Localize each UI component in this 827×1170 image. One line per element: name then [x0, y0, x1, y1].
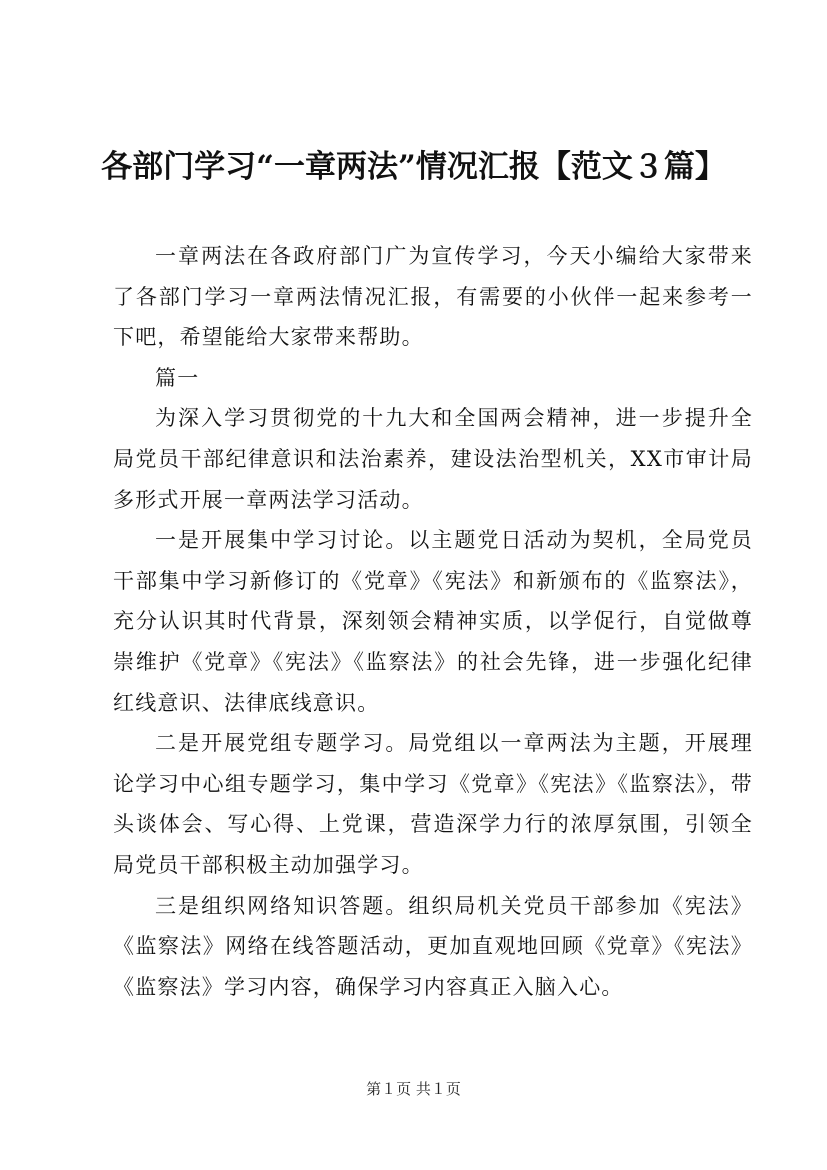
body-paragraph: 三是组织网络知识答题。组织局机关党员干部参加《宪法》《监察法》网络在线答题活动，更加直观地回顾《党章》《宪法》《监察法》学习内容，确保学习内容真正入脑入心。 [113, 893, 753, 999]
intro-paragraph: 一章两法在各政府部门广为宣传学习，今天小编给大家带来了各部门学习一章两法情况汇报，有需要的小伙伴一起来参考一下吧，希望能给大家带来帮助。 [113, 244, 753, 350]
body-paragraph: 一是开展集中学习讨论。以主题党日活动为契机，全局党员干部集中学习新修订的《党章》《宪法》和新颁布的《监察法》，充分认识其时代背景，深刻领会精神实质，以学促行，自觉做尊崇维护《党章》《宪法》《监察法》的社会先锋，进一步强化纪律红线意识、法律底线意识。 [113, 528, 753, 715]
body-paragraph: 为深入学习贯彻党的十九大和全国两会精神，进一步提升全局党员干部纪律意识和法治素养，建设法治型机关，XX市审计局多形式开展一章两法学习活动。 [113, 406, 753, 512]
document-title: 各部门学习“一章两法”情况汇报【范文３篇】 [101, 149, 726, 185]
body-paragraph: 二是开展党组专题学习。局党组以一章两法为主题，开展理论学习中心组专题学习，集中学习《党章》《宪法》《监察法》，带头谈体会、写心得、上党课，营造深学力行的浓厚氛围，引领全局党员干部积极主动加强学习。 [113, 731, 753, 877]
page-footer: 第１页 共１页 [366, 1080, 461, 1098]
section-heading: 篇一 [155, 365, 200, 390]
document-body [113, 236, 753, 1007]
